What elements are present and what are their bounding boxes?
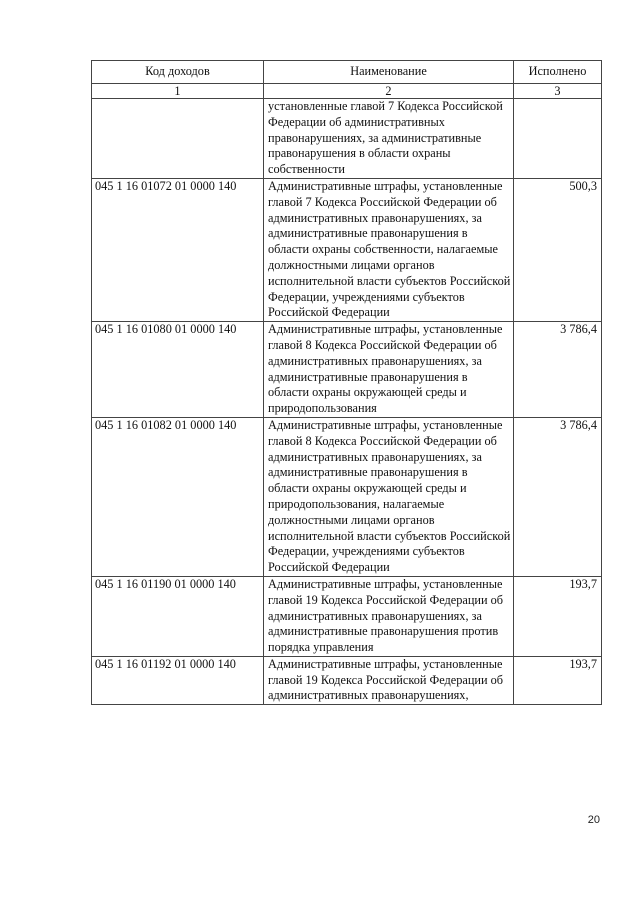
revenue-name: Административные штрафы, установленные главой 7 Кодекса Российской Федерации об административных правонарушениях, за административные правонарушения в области охраны собственности, налагаемые должностными лицами органов исполнительной власти субъектов Российской Федерации, учреждениями субъектов Российской Федерации (264, 178, 514, 321)
header-name: Наименование (264, 61, 514, 84)
executed-amount: 193,7 (514, 656, 602, 704)
column-number: 3 (514, 84, 602, 99)
revenue-table (91, 60, 602, 705)
table-row (92, 322, 602, 418)
revenue-name: Административные штрафы, установленные главой 19 Кодекса Российской Федерации об административных правонарушениях, (264, 656, 514, 704)
executed-amount: 193,7 (514, 576, 602, 656)
revenue-name: установленные главой 7 Кодекса Российской Федерации об административных правонарушениях, за административные правонарушения в области охраны собственности (264, 99, 514, 179)
table-row (92, 178, 602, 321)
column-number: 1 (92, 84, 264, 99)
header-row (92, 61, 602, 84)
table-row (92, 99, 602, 179)
revenue-code: 045 1 16 01192 01 0000 140 (92, 656, 264, 704)
revenue-name: Административные штрафы, установленные главой 19 Кодекса Российской Федерации об административных правонарушениях, за административные правонарушения против порядка управления (264, 576, 514, 656)
table-row (92, 576, 602, 656)
table-row (92, 417, 602, 576)
column-number: 2 (264, 84, 514, 99)
revenue-code: 045 1 16 01082 01 0000 140 (92, 417, 264, 576)
executed-amount (514, 99, 602, 179)
revenue-name: Административные штрафы, установленные главой 8 Кодекса Российской Федерации об административных правонарушениях, за административные правонарушения в области охраны окружающей среды и природопользования (264, 322, 514, 418)
table-row (92, 656, 602, 704)
executed-amount: 3 786,4 (514, 322, 602, 418)
revenue-name: Административные штрафы, установленные главой 8 Кодекса Российской Федерации об административных правонарушениях, за административные правонарушения в области охраны окружающей среды и природопользования, налагаемые должностными лицами органов исполнительной власти субъектов Российской Федерации, учреждениями субъектов Российской Федерации (264, 417, 514, 576)
column-number-row (92, 84, 602, 99)
revenue-code: 045 1 16 01190 01 0000 140 (92, 576, 264, 656)
executed-amount: 500,3 (514, 178, 602, 321)
page-number: 20 (587, 814, 600, 826)
revenue-code (92, 99, 264, 179)
executed-amount: 3 786,4 (514, 417, 602, 576)
revenue-code: 045 1 16 01072 01 0000 140 (92, 178, 264, 321)
header-code: Код доходов (92, 61, 264, 84)
revenue-code: 045 1 16 01080 01 0000 140 (92, 322, 264, 418)
header-executed: Исполнено (514, 61, 602, 84)
